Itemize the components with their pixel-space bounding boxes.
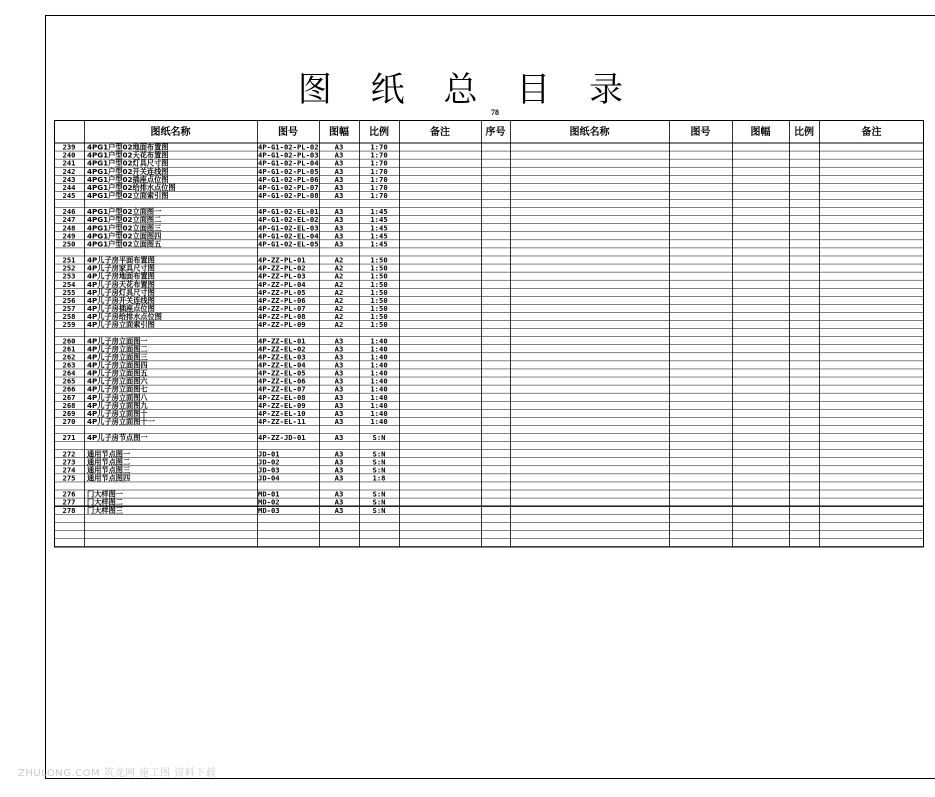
drawing-scale: 1:8: [372, 473, 386, 483]
drawing-name: 4PG1户型02天花布置图: [87, 150, 169, 160]
drawing-code: 4P-ZZ-PL-09: [258, 320, 306, 330]
row-number: 254: [62, 279, 76, 289]
drawing-code: 4P-ZZ-EL-01: [258, 336, 306, 346]
sheet-size: A2: [334, 295, 344, 305]
row-number: 243: [62, 174, 76, 184]
drawing-scale: S:N: [372, 433, 386, 443]
row-number: 252: [62, 263, 76, 273]
drawing-code: JD-04: [258, 473, 280, 483]
table-border: [55, 121, 924, 548]
sheet-size: A2: [334, 279, 344, 289]
drawing-scale: 1:50: [370, 255, 388, 265]
drawing-scale: S:N: [372, 465, 386, 475]
drawing-code: 4P-ZZ-PL-05: [258, 287, 306, 297]
row-number: 276: [62, 489, 76, 499]
sheet-size: A3: [334, 457, 344, 467]
row-number: 264: [62, 368, 76, 378]
column-header: 备注: [861, 127, 882, 138]
drawing-code: 4P-ZZ-PL-01: [258, 255, 306, 265]
drawing-code: 4P-ZZ-EL-09: [258, 400, 306, 410]
drawing-scale: 1:70: [370, 174, 388, 184]
drawing-name: 4PG1户型02开关连线图: [87, 166, 169, 176]
sheet-size: A3: [334, 497, 344, 507]
sheet-size: A2: [334, 320, 344, 330]
drawing-code: JD-03: [258, 465, 280, 475]
drawing-scale: 1:40: [370, 360, 388, 370]
drawing-code: 4P-ZZ-PL-04: [258, 279, 306, 289]
column-header: 图纸名称: [150, 127, 191, 138]
sheet-size: A3: [334, 465, 344, 475]
row-number: 277: [62, 497, 76, 507]
drawing-code: 4P-G1-02-PL-03: [258, 150, 319, 160]
sheet-size: A3: [334, 352, 344, 362]
drawing-scale: 1:50: [370, 320, 388, 330]
sheet-size: A2: [334, 255, 344, 265]
drawing-name: 4PG1户型02灯具尺寸图: [87, 158, 169, 168]
drawing-name: 4P儿子房节点图一: [87, 433, 148, 443]
drawing-code: 4P-ZZ-PL-07: [258, 304, 306, 313]
sheet-size: A3: [334, 433, 344, 443]
row-number: 273: [62, 457, 76, 467]
drawing-code: MD-02: [258, 497, 280, 507]
drawing-code: 4P-ZZ-EL-10: [258, 408, 306, 418]
drawing-code: JD-01: [258, 449, 280, 459]
sheet-size: A2: [334, 312, 344, 322]
sheet-size: A3: [334, 207, 344, 217]
row-number: 275: [62, 473, 76, 483]
drawing-code: 4P-G1-02-PL-06: [258, 174, 319, 184]
drawing-name: 4P儿子房立面图二: [87, 344, 148, 354]
column-header: 序号: [485, 127, 506, 138]
drawing-name: 门大样图一: [87, 489, 123, 499]
drawing-code: 4P-G1-02-PL-02: [258, 142, 319, 152]
row-number: 256: [62, 295, 76, 305]
drawing-code: 4P-G1-02-PL-07: [258, 182, 319, 192]
drawing-name: 4P儿子房立面索引图: [87, 320, 155, 330]
drawing-scale: 1:50: [370, 295, 388, 305]
sheet-size: A2: [334, 304, 344, 313]
row-number: 272: [62, 449, 76, 459]
drawing-code: 4P-ZZ-PL-08: [258, 312, 306, 322]
drawing-code: MD-01: [258, 489, 280, 499]
row-number: 278: [62, 505, 76, 515]
column-header: 图幅: [329, 127, 349, 138]
drawing-scale: 1:40: [370, 344, 388, 354]
drawing-name: 4P儿子房家具尺寸图: [87, 263, 155, 273]
row-number: 239: [62, 142, 76, 152]
row-number: 250: [62, 239, 76, 249]
drawing-name: 4P儿子房立面图六: [87, 376, 148, 386]
drawing-scale: 1:50: [370, 304, 388, 313]
drawing-scale: 1:70: [370, 166, 388, 176]
drawing-code: 4P-G1-02-EL-05: [258, 239, 319, 249]
drawing-name: 4PG1户型02立面图三: [87, 223, 162, 233]
drawing-code: 4P-G1-02-EL-04: [258, 231, 319, 241]
drawing-code: 4P-G1-02-PL-04: [258, 158, 319, 168]
row-number: 266: [62, 384, 76, 394]
column-header: 比例: [794, 127, 814, 138]
drawing-code: 4P-G1-02-PL-05: [258, 166, 319, 176]
drawing-scale: 1:40: [370, 352, 388, 362]
sheet-size: A3: [334, 182, 344, 192]
drawing-name: 通用节点图三: [87, 465, 131, 475]
drawing-name: 门大样图二: [87, 497, 123, 507]
drawing-name: 4P儿子房开关连线图: [87, 295, 155, 305]
row-number: 269: [62, 408, 76, 418]
drawing-code: 4P-G1-02-PL-08: [258, 191, 319, 201]
row-number: 262: [62, 352, 76, 362]
sheet-size: A2: [334, 287, 344, 297]
row-number: 255: [62, 287, 76, 297]
drawing-scale: S:N: [372, 497, 386, 507]
drawing-name: 4P儿子房立面图四: [87, 360, 148, 370]
sheet-size: A3: [334, 376, 344, 386]
row-number: 245: [62, 191, 76, 201]
drawing-name: 4P儿子房立面图八: [87, 392, 148, 402]
drawing-scale: 1:45: [370, 215, 388, 225]
sheet-size: A3: [334, 449, 344, 459]
row-number: 249: [62, 231, 76, 241]
row-number: 270: [62, 416, 76, 426]
drawing-code: 4P-ZZ-EL-11: [258, 416, 306, 426]
drawing-scale: 1:50: [370, 312, 388, 322]
row-number: 258: [62, 312, 76, 322]
row-number: 257: [62, 304, 76, 313]
sheet-size: A3: [334, 408, 344, 418]
sheet-size: A3: [334, 142, 344, 152]
row-number: 251: [62, 255, 76, 265]
sheet-size: A3: [334, 174, 344, 184]
drawing-code: 4P-ZZ-PL-02: [258, 263, 306, 273]
sheet-size: A3: [334, 223, 344, 233]
column-header: 备注: [430, 127, 450, 138]
drawing-scale: 1:45: [370, 239, 388, 249]
drawing-name: 4PG1户型02地面布置图: [87, 142, 169, 152]
drawing-name: 4P儿子房立面图一: [87, 336, 148, 346]
drawing-code: 4P-ZZ-PL-03: [258, 271, 306, 281]
drawing-scale: 1:50: [370, 263, 388, 273]
page-title: 图 纸 总 目 录: [297, 70, 638, 110]
drawing-name: 4PG1户型02立面索引图: [87, 191, 169, 201]
sheet-size: A3: [334, 158, 344, 168]
drawing-name: 4P儿子房天花布置图: [87, 279, 155, 289]
drawing-code: 4P-ZZ-EL-03: [258, 352, 306, 362]
drawing-name: 4P儿子房立面图九: [87, 400, 148, 410]
drawing-name: 4P儿子房立面图十一: [87, 416, 155, 426]
drawing-index-table: [54, 120, 924, 717]
drawing-scale: 1:40: [370, 400, 388, 410]
drawing-code: JD-02: [258, 457, 280, 467]
drawing-code: 4P-ZZ-EL-07: [258, 384, 306, 394]
drawing-scale: 1:70: [370, 182, 388, 192]
column-header: 图幅: [750, 127, 771, 138]
drawing-scale: 1:50: [370, 287, 388, 297]
drawing-scale: 1:50: [370, 271, 388, 281]
page-number: 78: [491, 108, 499, 117]
row-number: 263: [62, 360, 76, 370]
drawing-code: 4P-G1-02-EL-02: [258, 215, 319, 225]
drawing-name: 4PG1户型02立面图一: [87, 207, 162, 217]
drawing-name: 通用节点图二: [87, 457, 131, 467]
row-number: 267: [62, 392, 76, 402]
row-number: 260: [62, 336, 76, 346]
drawing-code: 4P-ZZ-EL-08: [258, 392, 306, 402]
drawing-scale: 1:40: [370, 392, 388, 402]
drawing-code: 4P-ZZ-EL-05: [258, 368, 306, 378]
drawing-scale: 1:40: [370, 376, 388, 386]
row-number: 259: [62, 320, 76, 330]
drawing-name: 4P儿子房插座点位图: [87, 304, 155, 313]
drawing-code: 4P-ZZ-PL-06: [258, 295, 306, 305]
row-number: 268: [62, 400, 76, 410]
column-header: 比例: [369, 127, 389, 138]
row-number: 265: [62, 376, 76, 386]
drawing-scale: 1:50: [370, 279, 388, 289]
drawing-name: 4P儿子房立面图三: [87, 352, 148, 362]
drawing-scale: S:N: [372, 449, 386, 459]
sheet-size: A3: [334, 473, 344, 483]
sheet-size: A3: [334, 400, 344, 410]
column-header: 图号: [690, 127, 711, 138]
row-number: 248: [62, 223, 76, 233]
drawing-name: 4PG1户型02插座点位图: [87, 174, 169, 184]
row-number: 246: [62, 207, 76, 217]
drawing-name: 门大样图三: [87, 505, 123, 515]
drawing-scale: 1:70: [370, 191, 388, 201]
drawing-scale: 1:40: [370, 336, 388, 346]
sheet-size: A3: [334, 489, 344, 499]
drawing-name: 通用节点图一: [87, 449, 131, 459]
row-number: 247: [62, 215, 76, 225]
drawing-code: 4P-ZZ-JD-01: [258, 433, 306, 443]
sheet-size: A3: [334, 166, 344, 176]
drawing-name: 4P儿子房立面图十: [87, 408, 148, 418]
drawing-scale: 1:40: [370, 368, 388, 378]
sheet-size: A2: [334, 263, 344, 273]
row-number: 271: [62, 433, 76, 443]
sheet-size: A3: [334, 384, 344, 394]
watermark-text: ZHULONG.COM 筑龙网 施工图 资料下载: [18, 768, 217, 779]
row-number: 240: [62, 150, 76, 160]
drawing-name: 4P儿子房立面图七: [87, 384, 148, 394]
drawing-scale: 1:40: [370, 408, 388, 418]
sheet-size: A2: [334, 271, 344, 281]
sheet-size: A3: [334, 505, 344, 515]
drawing-scale: S:N: [372, 489, 386, 499]
drawing-scale: S:N: [372, 457, 386, 467]
drawing-scale: 1:45: [370, 223, 388, 233]
column-header: 图纸名称: [569, 127, 610, 138]
sheet-size: A3: [334, 392, 344, 402]
drawing-code: MD-03: [258, 505, 280, 515]
drawing-scale: 1:70: [370, 158, 388, 168]
drawing-name: 4P儿子房给排水点位图: [87, 312, 162, 322]
drawing-scale: 1:70: [370, 150, 388, 160]
row-number: 241: [62, 158, 76, 168]
row-number: 242: [62, 166, 76, 176]
drawing-name: 4P儿子房地面布置图: [87, 271, 155, 281]
drawing-scale: 1:70: [370, 142, 388, 152]
sheet-size: A3: [334, 360, 344, 370]
sheet-size: A3: [334, 368, 344, 378]
row-number: 274: [62, 465, 76, 475]
column-header: 图号: [278, 127, 298, 138]
drawing-scale: S:N: [372, 505, 386, 515]
drawing-name: 4P儿子房立面图五: [87, 368, 148, 378]
drawing-scale: 1:45: [370, 231, 388, 241]
drawing-code: 4P-ZZ-EL-06: [258, 376, 306, 386]
row-number: 244: [62, 182, 76, 192]
drawing-code: 4P-G1-02-EL-03: [258, 223, 319, 233]
drawing-name: 4P儿子房灯具尺寸图: [87, 287, 155, 297]
sheet-size: A3: [334, 215, 344, 225]
sheet-size: A3: [334, 150, 344, 160]
sheet-size: A3: [334, 191, 344, 201]
drawing-code: 4P-ZZ-EL-04: [258, 360, 306, 370]
drawing-scale: 1:40: [370, 416, 388, 426]
drawing-name: 4PG1户型02给排水点位图: [87, 182, 176, 192]
sheet-size: A3: [334, 336, 344, 346]
drawing-name: 4PG1户型02立面图二: [87, 215, 162, 225]
row-number: 253: [62, 271, 76, 281]
row-number: 261: [62, 344, 76, 354]
drawing-name: 4P儿子房平面布置图: [87, 255, 155, 265]
drawing-code: 4P-G1-02-EL-01: [258, 207, 319, 217]
sheet-size: A3: [334, 239, 344, 249]
sheet-size: A3: [334, 344, 344, 354]
sheet-size: A3: [334, 416, 344, 426]
drawing-name: 4PG1户型02立面图五: [87, 239, 162, 249]
drawing-name: 4PG1户型02立面图四: [87, 231, 162, 241]
drawing-scale: 1:40: [370, 384, 388, 394]
drawing-name: 通用节点图四: [87, 473, 131, 483]
drawing-code: 4P-ZZ-EL-02: [258, 344, 306, 354]
sheet-size: A3: [334, 231, 344, 241]
drawing-scale: 1:45: [370, 207, 388, 217]
